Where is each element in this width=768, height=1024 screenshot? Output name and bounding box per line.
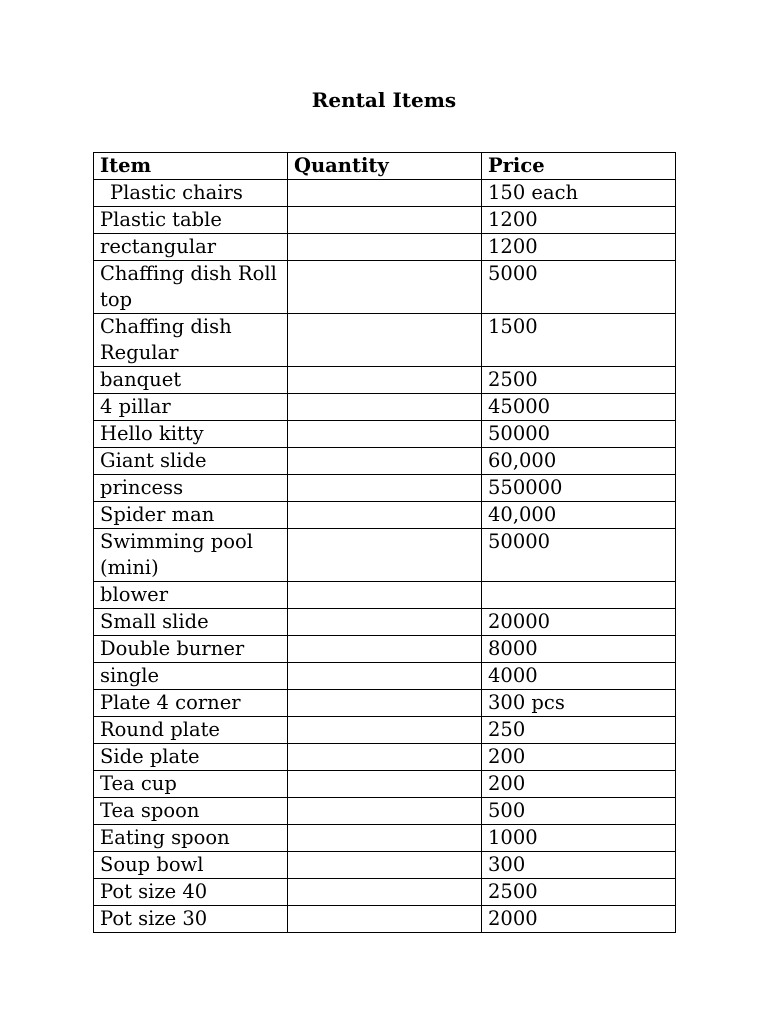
header-price: Price bbox=[482, 153, 676, 180]
cell-item: Plate 4 corner bbox=[94, 690, 288, 717]
table-row bbox=[94, 690, 676, 717]
cell-quantity bbox=[288, 367, 482, 394]
cell-price: 5000 bbox=[482, 261, 676, 314]
table-row bbox=[94, 798, 676, 825]
cell-quantity bbox=[288, 207, 482, 234]
cell-price: 1200 bbox=[482, 207, 676, 234]
cell-price: 40,000 bbox=[482, 502, 676, 529]
cell-price: 200 bbox=[482, 771, 676, 798]
table-row bbox=[94, 717, 676, 744]
cell-price: 250 bbox=[482, 717, 676, 744]
cell-quantity bbox=[288, 394, 482, 421]
cell-price: 45000 bbox=[482, 394, 676, 421]
cell-item: Tea cup bbox=[94, 771, 288, 798]
cell-item: 4 pillar bbox=[94, 394, 288, 421]
cell-price: 2500 bbox=[482, 879, 676, 906]
cell-quantity bbox=[288, 421, 482, 448]
cell-price: 2000 bbox=[482, 906, 676, 933]
cell-item: Spider man bbox=[94, 502, 288, 529]
cell-item: Soup bowl bbox=[94, 852, 288, 879]
table-row bbox=[94, 582, 676, 609]
cell-item: Chaffing dish Roll top bbox=[94, 261, 288, 314]
cell-price: 2500 bbox=[482, 367, 676, 394]
cell-price bbox=[482, 582, 676, 609]
cell-quantity bbox=[288, 475, 482, 502]
cell-quantity bbox=[288, 690, 482, 717]
cell-quantity bbox=[288, 502, 482, 529]
table-row bbox=[94, 744, 676, 771]
cell-price: 50000 bbox=[482, 529, 676, 582]
table-row bbox=[94, 261, 676, 314]
cell-price: 1000 bbox=[482, 825, 676, 852]
header-item: Item bbox=[94, 153, 288, 180]
cell-price: 8000 bbox=[482, 636, 676, 663]
cell-item: Round plate bbox=[94, 717, 288, 744]
document-title: Rental Items bbox=[311, 88, 457, 112]
cell-item: Small slide bbox=[94, 609, 288, 636]
cell-price: 200 bbox=[482, 744, 676, 771]
table-row bbox=[94, 448, 676, 475]
cell-item: Side plate bbox=[94, 744, 288, 771]
cell-quantity bbox=[288, 852, 482, 879]
cell-quantity bbox=[288, 609, 482, 636]
cell-quantity bbox=[288, 582, 482, 609]
table-row bbox=[94, 529, 676, 582]
cell-price: 1200 bbox=[482, 234, 676, 261]
cell-item: Giant slide bbox=[94, 448, 288, 475]
cell-price: 300 pcs bbox=[482, 690, 676, 717]
table-row bbox=[94, 475, 676, 502]
cell-price: 150 each bbox=[482, 180, 676, 207]
cell-price: 60,000 bbox=[482, 448, 676, 475]
cell-quantity bbox=[288, 261, 482, 314]
table-row bbox=[94, 180, 676, 207]
table-row bbox=[94, 394, 676, 421]
table-row bbox=[94, 234, 676, 261]
cell-item: Plastic table bbox=[94, 207, 288, 234]
cell-item: Hello kitty bbox=[94, 421, 288, 448]
table-row bbox=[94, 852, 676, 879]
table-row bbox=[94, 609, 676, 636]
table-row bbox=[94, 825, 676, 852]
cell-quantity bbox=[288, 529, 482, 582]
cell-item: princess bbox=[94, 475, 288, 502]
cell-quantity bbox=[288, 314, 482, 367]
cell-item: Double burner bbox=[94, 636, 288, 663]
cell-quantity bbox=[288, 636, 482, 663]
cell-price: 4000 bbox=[482, 663, 676, 690]
cell-price: 20000 bbox=[482, 609, 676, 636]
cell-quantity bbox=[288, 906, 482, 933]
table-row bbox=[94, 367, 676, 394]
cell-quantity bbox=[288, 825, 482, 852]
header-quantity: Quantity bbox=[288, 153, 482, 180]
cell-item: rectangular bbox=[94, 234, 288, 261]
cell-item: Tea spoon bbox=[94, 798, 288, 825]
table-row bbox=[94, 502, 676, 529]
cell-item: blower bbox=[94, 582, 288, 609]
table-body bbox=[94, 180, 676, 933]
cell-price: 50000 bbox=[482, 421, 676, 448]
cell-price: 500 bbox=[482, 798, 676, 825]
cell-quantity bbox=[288, 234, 482, 261]
table-row bbox=[94, 207, 676, 234]
cell-quantity bbox=[288, 448, 482, 475]
cell-quantity bbox=[288, 798, 482, 825]
cell-quantity bbox=[288, 771, 482, 798]
table-row bbox=[94, 421, 676, 448]
cell-item: Eating spoon bbox=[94, 825, 288, 852]
cell-quantity bbox=[288, 744, 482, 771]
cell-item: Chaffing dish Regular bbox=[94, 314, 288, 367]
header-row bbox=[94, 153, 676, 180]
table-row bbox=[94, 314, 676, 367]
cell-price: 550000 bbox=[482, 475, 676, 502]
cell-item: banquet bbox=[94, 367, 288, 394]
cell-price: 300 bbox=[482, 852, 676, 879]
rental-items-table bbox=[93, 152, 676, 933]
table-header bbox=[94, 153, 676, 180]
table-row bbox=[94, 663, 676, 690]
cell-item: Swimming pool (mini) bbox=[94, 529, 288, 582]
table-row bbox=[94, 879, 676, 906]
cell-quantity bbox=[288, 879, 482, 906]
table-row bbox=[94, 771, 676, 798]
cell-quantity bbox=[288, 180, 482, 207]
cell-item: Plastic chairs bbox=[94, 180, 288, 207]
table-row bbox=[94, 906, 676, 933]
cell-item: Pot size 40 bbox=[94, 879, 288, 906]
cell-item: single bbox=[94, 663, 288, 690]
cell-item: Pot size 30 bbox=[94, 906, 288, 933]
cell-quantity bbox=[288, 717, 482, 744]
table-row bbox=[94, 636, 676, 663]
cell-price: 1500 bbox=[482, 314, 676, 367]
cell-quantity bbox=[288, 663, 482, 690]
